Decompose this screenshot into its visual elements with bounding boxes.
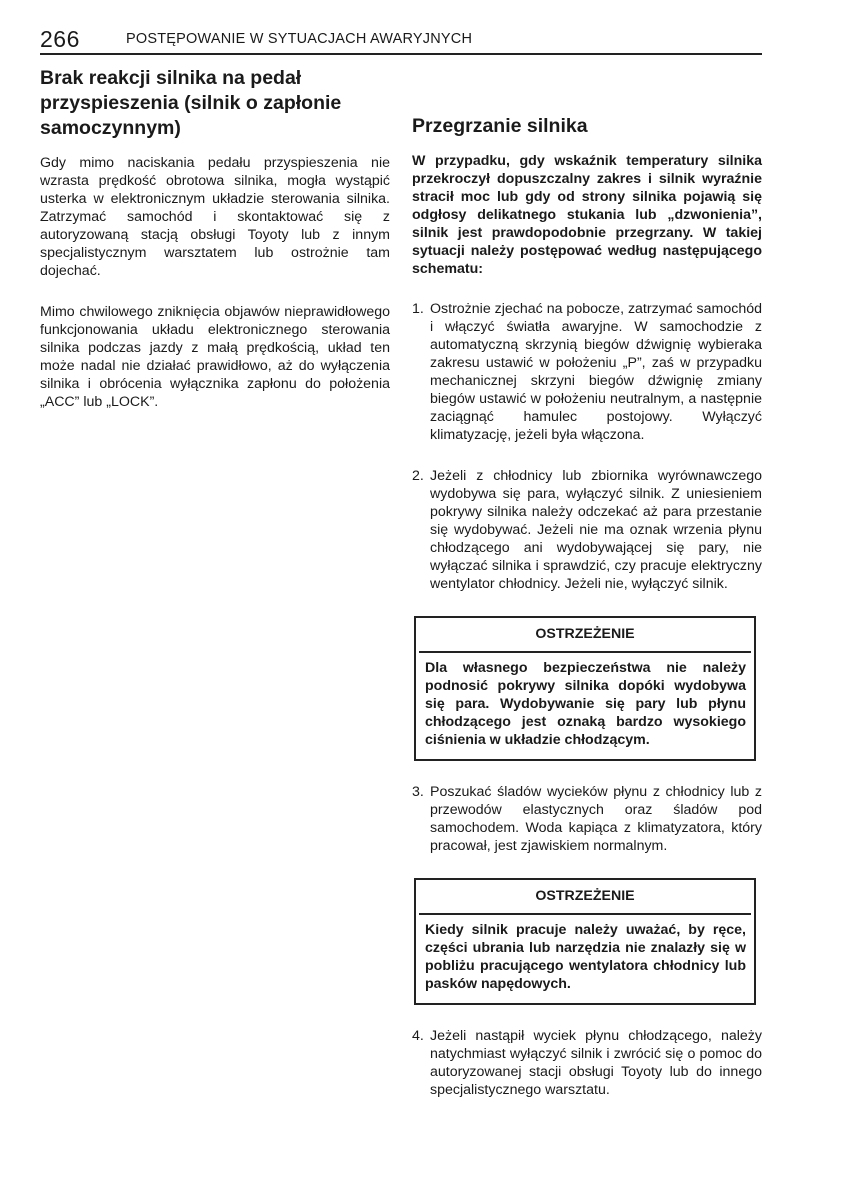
right-column xyxy=(412,114,762,1122)
step-text: Jeżeli nastąpił wyciek płynu chłodzącego, należy natychmiast wyłączyć silnik i zwrócić się o pomoc do autoryzowanej stacji obsługi Toyoty lub do innego specjalistycznego warsztatu. xyxy=(430,1028,762,1098)
warning-title: OSTRZEŻENIE xyxy=(419,880,751,915)
list-item xyxy=(412,467,762,593)
warning-text: Kiedy silnik pracuje należy uważać, by ręce, części ubrania lub narzędzia nie znalazły się w pobliżu pracującego wentylatora chłodnicy lub pasków napędowych. xyxy=(425,922,746,992)
warning-text: Dla własnego bezpieczeństwa nie należy podnosić pokrywy silnika dopóki wydobywa się para. Wydobywanie się pary lub płynu chłodzącego jest oznaką bardzo wysokiego ciśnienia w układzie chłodzącym. xyxy=(425,660,746,748)
warning-title: OSTRZEŻENIE xyxy=(419,618,751,653)
list-item xyxy=(412,1027,762,1099)
paragraph: Mimo chwilowego zniknięcia objawów nieprawidłowego funkcjonowania układu elektronicznego sterowania silnika podczas jazdy z małą prędkością, układ ten może nadal nie działać prawidłowo, aż do wyłączenia silnika i obrócenia wyłącznika zapłonu do położenia „ACC” lub „LOCK”. xyxy=(40,304,390,410)
step-number: 2. xyxy=(412,468,424,484)
step-text: Ostrożnie zjechać na pobocze, zatrzymać samochód i włączyć światła awaryjne. W samochodzie z automatyczną skrzynią biegów dźwignię wybieraka zakresu ustawić w położeniu „P”, zaś w przypadku mechanicznej skrzyni biegów dźwignię zmiany biegów ustawić w położeniu neutralnym, a następnie zaciągnąć hamulec postojowy. Wyłączyć klimatyzację, jeżeli była włączona. xyxy=(430,301,762,443)
header-divider xyxy=(40,53,762,55)
step-text: Jeżeli z chłodnicy lub zbiornika wyrównawczego wydobywa się para, wyłączyć silnik. Z uniesieniem pokrywy silnika należy odczekać aż para przestanie się wydobywać. Jeżeli nie ma oznak wrzenia płynu chłodzącego ani wydobywającej się pary, nie wyłączać silnika i sprawdzić, czy pracuje elektryczny wentylator chłodnicy. Jeżeli nie, wyłączyć silnik. xyxy=(430,468,762,592)
section-heading-overheating: Przegrzanie silnika xyxy=(412,115,588,137)
step-text: Poszukać śladów wycieków płynu z chłodnicy lub z przewodów elastycznych oraz śladów pod samochodem. Woda kapiąca z klimatyzatora, który pracował, jest zjawiskiem normalnym. xyxy=(430,784,762,854)
left-column xyxy=(40,66,390,411)
warning-box xyxy=(414,878,756,1005)
step-number: 3. xyxy=(412,784,424,800)
warning-box xyxy=(414,616,756,761)
list-item xyxy=(412,300,762,444)
list-item xyxy=(412,783,762,855)
step-number: 4. xyxy=(412,1028,424,1044)
page-header xyxy=(40,26,762,54)
step-number: 1. xyxy=(412,301,424,317)
page-number: 266 xyxy=(40,26,80,52)
intro-paragraph: W przypadku, gdy wskaźnik temperatury silnika przekroczył dopuszczalny zakres i silnik wyraźnie stracił moc lub gdy od strony silnika pojawią się odgłosy delikatnego stukania lub „dzwonienia”, silnik jest prawdopodobnie przegrzany. W takiej sytuacji należy postępować według następującego schematu: xyxy=(412,153,762,277)
section-title: POSTĘPOWANIE W SYTUACJACH AWARYJNYCH xyxy=(126,31,473,47)
section-heading-accelerator: Brak reakcji silnika na pedał przyspieszenia (silnik o zapłonie samoczynnym) xyxy=(40,67,342,139)
paragraph: Gdy mimo naciskania pedału przyspieszenia nie wzrasta prędkość obrotowa silnika, mogła wystąpić usterka w elektronicznym układzie sterowania silnika. Zatrzymać samochód i skontaktować się z autoryzowaną stacją obsługi Toyoty lub z innym specjalistycznym warsztatem lub ostrożnie tam dojechać. xyxy=(40,155,390,279)
